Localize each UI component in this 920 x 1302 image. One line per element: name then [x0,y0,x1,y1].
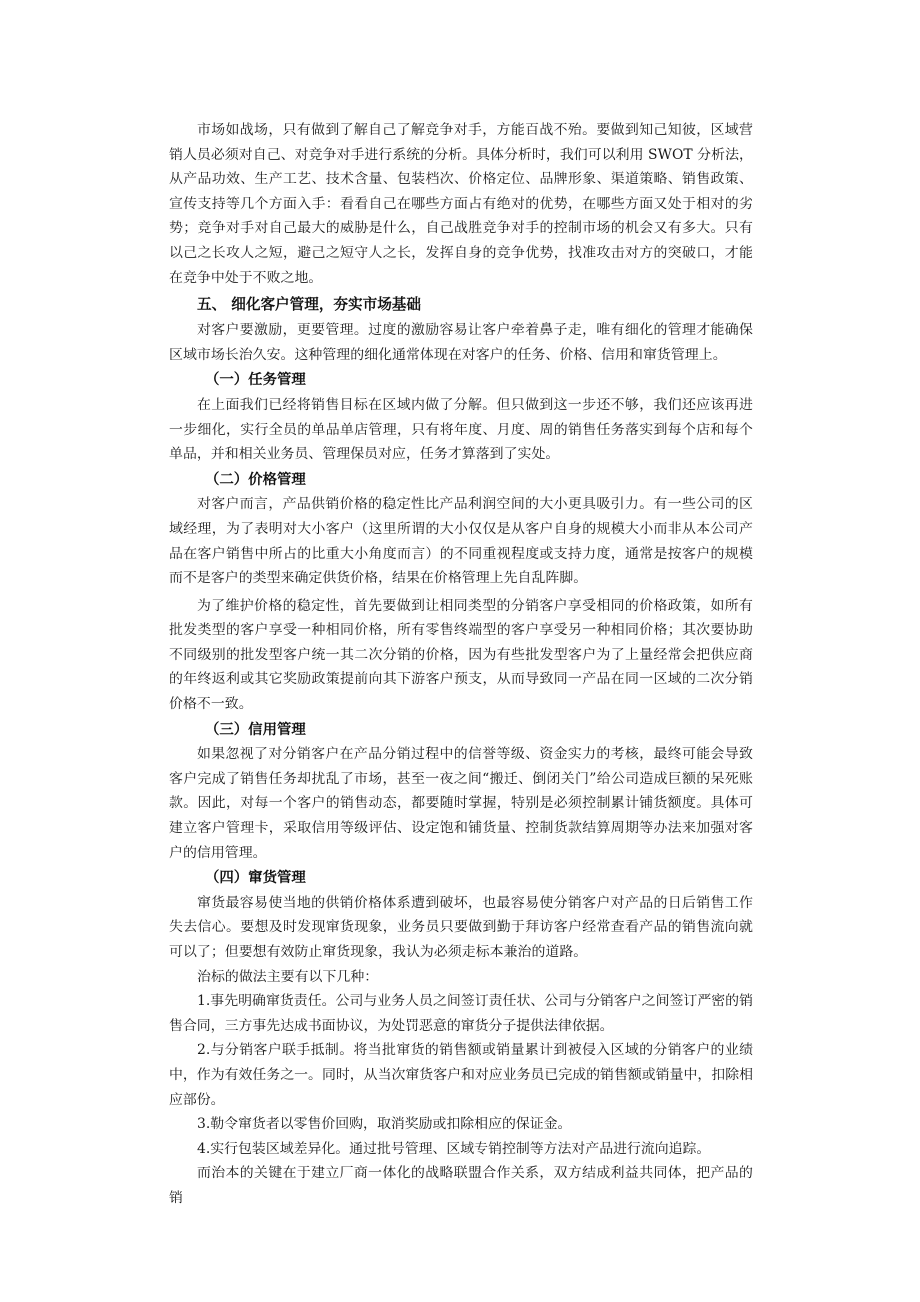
credit-management-heading: （三）信用管理 [205,721,306,738]
credit-management-paragraph: 如果忽视了对分销客户在产品分销过程中的信誉等级、资金实力的考核，最终可能会导致客户完成了销售任务却扰乱了市场，甚至一夜之间“搬迁、倒闭关门”给公司造成巨额的呆死账款。因此，对每一个客户的销售动态，都要随时掌握，特别是必须控制累计铺货额度。具体可建立客户管理卡，采取信用等级评估、设定饱和铺货量、控制货款结算周期等办法来加强对客户的信用管理。 [169,746,753,861]
symptom-treatment-lead: 治标的做法主要有以下几种： [197,968,379,985]
root-cause-paragraph: 而治本的关键在于建立厂商一体化的战略联盟合作关系，双方结成利益共同体，把产品的销 [169,1165,753,1206]
section-5-heading: 五、 细化客户管理，夯实市场基础 [197,296,421,314]
list-item: 1.事先明确窜货责任。公司与业务人员之间签订责任状、公司与分销客户之间签订严密的销售合同，三方事先达成书面协议，为处罚恶意的窜货分子提供法律依据。 [169,993,753,1034]
price-management-paragraph-1: 对客户而言，产品供销价格的稳定性比产品利润空间的大小更具吸引力。有一些公司的区域经理，为了表明对大小客户（这里所谓的大小仅仅是从客户自身的规模大小而非从本公司产品在客户销售中所占的比重大小角度而言）的不同重视程度或支持力度，通常是按客户的规模而不是客户的类型来确定供货价格，结果在价格管理上先自乱阵脚。 [169,496,753,587]
intro-paragraph: 市场如战场，只有做到了解自己了解竞争对手，方能百战不殆。要做到知己知彼，区域营销人员必须对自己、对竞争对手进行系统的分析。具体分析时，我们可以利用 SWOT 分析法，从产品功效、生产工艺、技术含量、包装档次、价格定位、品牌形象、渠道策略、销售政策、宣传支持等几个方面入手：看看自己在哪些方面占有绝对的优势，在哪些方面又处于相对的劣势；竞争对手对自己最大的威胁是什么，自己战胜竞争对手的控制市场的机会又有多大。只有以己之长攻人之短，避己之短守人之长，发挥自身的竞争优势，找准攻击对方的突破口，才能在竞争中处于不败之地。 [169,122,753,286]
price-management-paragraph-2: 为了维护价格的稳定性，首先要做到让相同类型的分销客户享受相同的价格政策，如所有批发类型的客户享受一种相同价格，所有零售终端型的客户享受另一种相同价格；其次要协助不同级别的批发型客户统一其二次分销的价格，因为有些批发型客户为了上量经常会把供应商的年终返利或其它奖励政策提前向其下游客户预支，从而导致同一产品在同一区域的二次分销价格不一致。 [169,597,753,713]
cross-selling-paragraph: 窜货最容易使当地的供销价格体系遭到破坏，也最容易使分销客户对产品的日后销售工作失去信心。要想及时发现窜货现象，业务员只要做到勤于拜访客户经常查看产品的销售流向就可以了；但要想有效防止窜货现象，我认为必须走标本兼治的道路。 [169,894,753,960]
section-5-paragraph: 对客户要激励，更要管理。过度的激励容易让客户牵着鼻子走，唯有细化的管理才能确保区域市场长治久安。这种管理的细化通常体现在对客户的任务、价格、信用和窜货管理上。 [169,322,753,363]
task-management-heading: （一）任务管理 [205,372,306,389]
document-body [169,118,753,1211]
task-management-paragraph: 在上面我们已经将销售目标在区域内做了分解。但只做到这一步还不够，我们还应该再进一步细化，实行全员的单品单店管理，只有将年度、月度、周的销售任务落实到每个店和每个单品，并和相关业务员、管理保员对应，任务才算落到了实处。 [169,396,753,463]
list-item: 3.勒令窜货者以零售价回购，取消奖励或扣除相应的保证金。 [197,1116,572,1133]
cross-selling-management-heading: （四）窜货管理 [205,870,306,887]
list-item: 4.实行包装区域差异化。通过批号管理、区域专销控制等方法对产品进行流向追踪。 [197,1140,711,1157]
price-management-heading: （二）价格管理 [205,471,306,488]
list-item: 2.与分销客户联手抵制。将当批窜货的销售额或销量累计到被侵入区域的分销客户的业绩中，作为有效任务之一。同时，从当次窜货客户和对应业务员已完成的销售额或销量中，扣除相应部份。 [169,1042,753,1108]
